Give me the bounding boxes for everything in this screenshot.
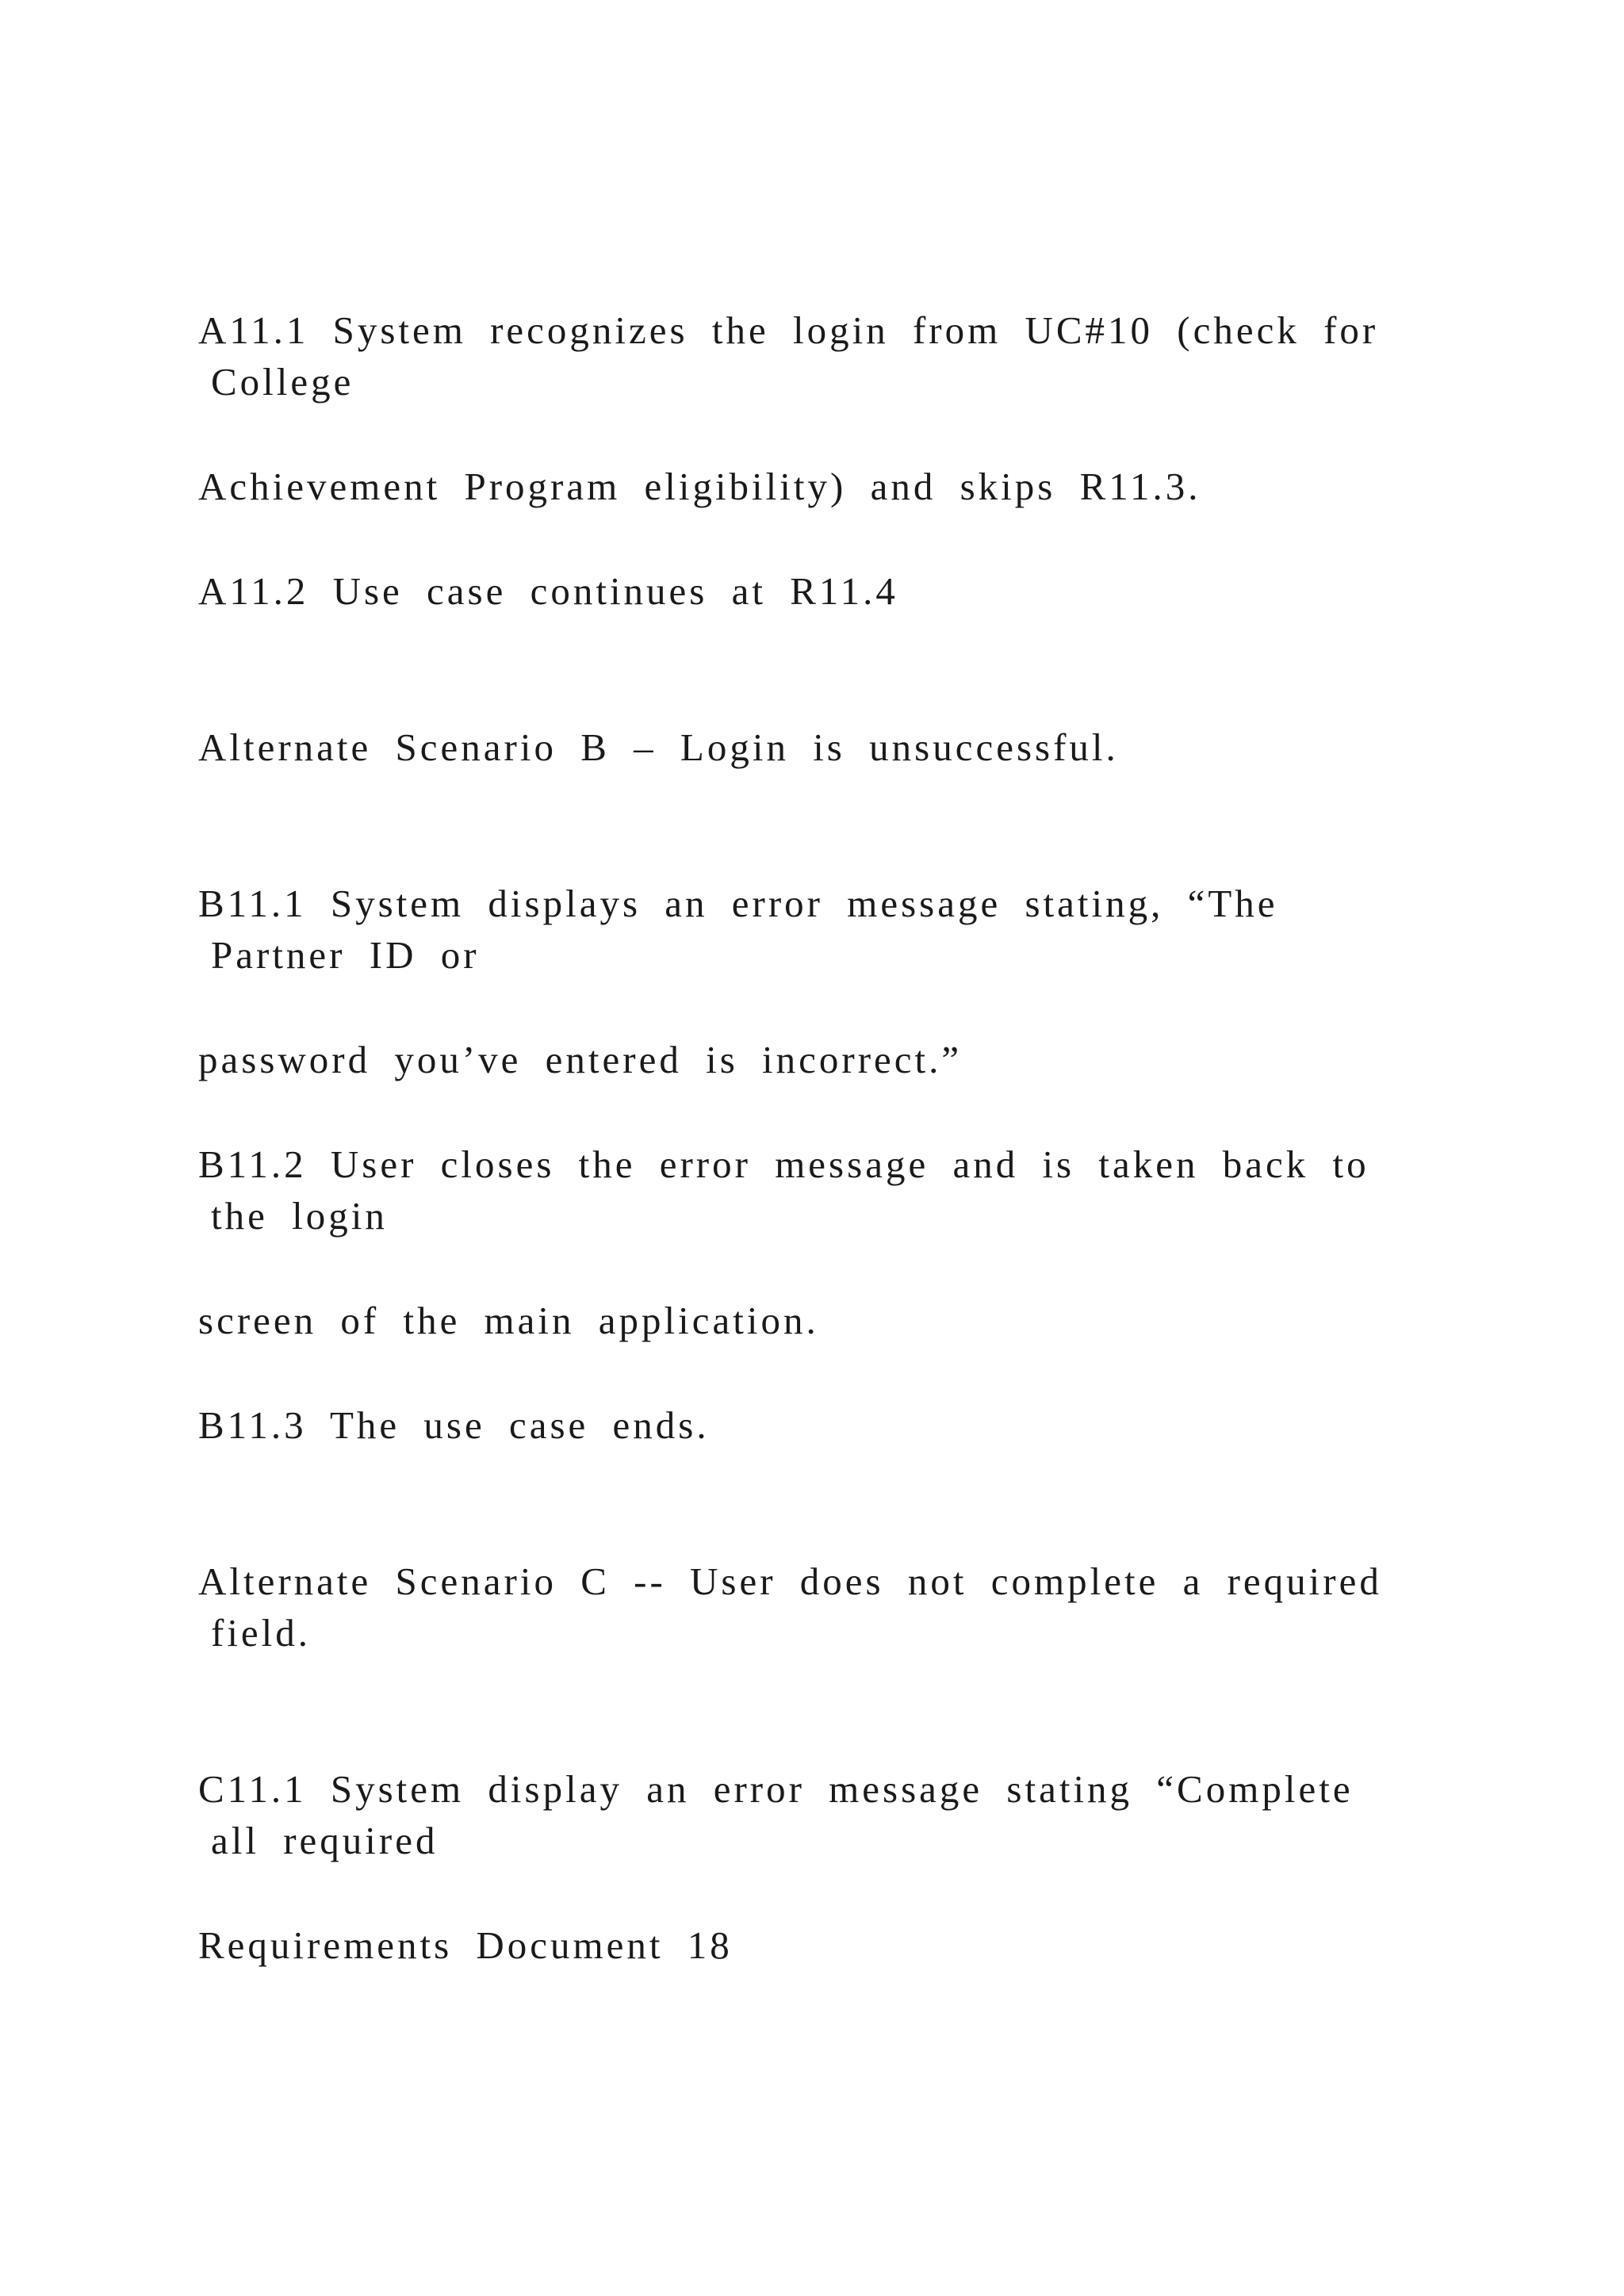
text-line-a11-1-cont: College xyxy=(211,360,354,404)
text-line-c11-1: C11.1 System display an error message stating “Complete xyxy=(198,1767,1354,1811)
text-line-b11-2: B11.2 User closes the error message and is taken back to xyxy=(198,1142,1369,1186)
heading-alternate-scenario-c: Alternate Scenario C -- User does not complete a required xyxy=(198,1559,1382,1603)
text-line-b11-2-end: screen of the main application. xyxy=(198,1299,819,1342)
heading-alternate-scenario-c-cont: field. xyxy=(211,1611,312,1655)
text-line-a11-2: A11.2 Use case continues at R11.4 xyxy=(198,569,898,613)
text-line-c11-1-cont: all required xyxy=(211,1819,439,1862)
text-line-b11-2-cont: the login xyxy=(211,1194,388,1238)
page-footer: Requirements Document 18 xyxy=(198,1923,733,1967)
text-line-b11-1: B11.1 System displays an error message stating, “The xyxy=(198,882,1278,925)
text-line-a11-1: A11.1 System recognizes the login from UC#10 (check for xyxy=(198,308,1379,352)
heading-alternate-scenario-b: Alternate Scenario B – Login is unsuccessful. xyxy=(198,725,1119,769)
text-line-a11-1-end: Achievement Program eligibility) and skips R11.3. xyxy=(198,465,1201,508)
text-line-b11-1-end: password you’ve entered is incorrect.” xyxy=(198,1038,963,1081)
text-line-b11-1-cont: Partner ID or xyxy=(211,933,480,977)
text-line-b11-3: B11.3 The use case ends. xyxy=(198,1403,710,1447)
